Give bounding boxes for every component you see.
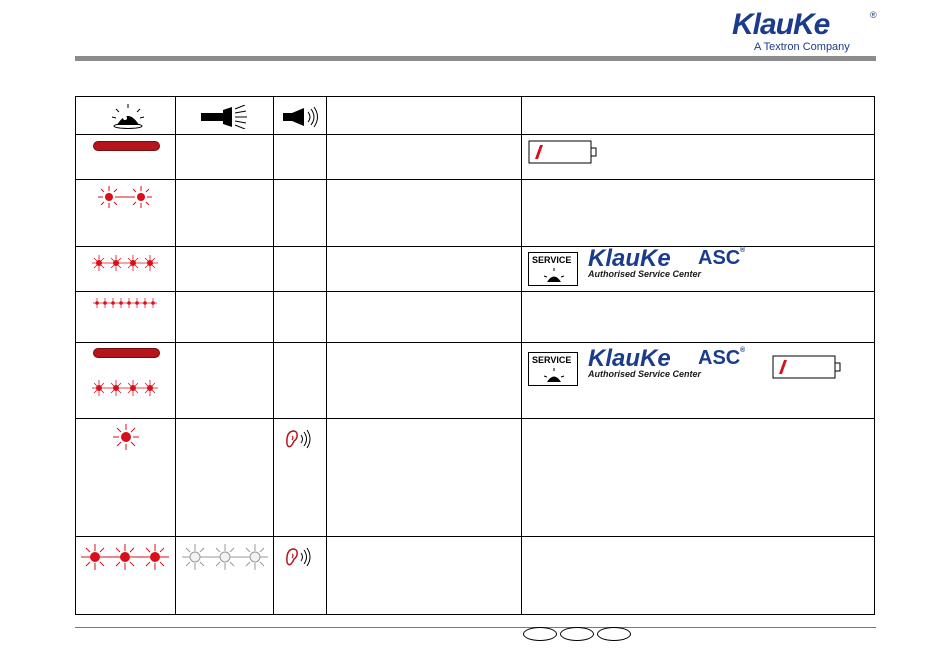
- row-divider: [76, 418, 874, 419]
- led-red-blink-single: [111, 423, 141, 451]
- page-oval: [560, 627, 594, 641]
- page-oval: [597, 627, 631, 641]
- klauke-logo: [732, 8, 882, 54]
- service-badge-text: SERVICE: [532, 355, 572, 365]
- service-badge: [528, 252, 578, 286]
- asc-brand: KlauKe: [588, 345, 671, 372]
- asc-abbreviation: ASC: [698, 347, 741, 369]
- logo-registered-mark: ®: [870, 10, 877, 20]
- battery-low-icon: [772, 355, 844, 381]
- service-lamp-icon: [543, 268, 565, 284]
- asc-brand: KlauKe: [588, 245, 671, 272]
- led-red-blink-triple: [79, 542, 171, 572]
- page-oval: [523, 627, 557, 641]
- row-divider: [76, 246, 874, 247]
- row-divider: [76, 179, 874, 180]
- asc-subtitle: Authorised Service Center: [588, 369, 702, 379]
- sound-ear-icon: [284, 546, 312, 568]
- footer-rule: [75, 627, 876, 628]
- led-white-blink-triple: [180, 542, 270, 572]
- sound-ear-icon: [284, 428, 312, 450]
- row-divider: [76, 536, 874, 537]
- led-red-blink-quad: [90, 377, 160, 399]
- row-divider: [76, 342, 874, 343]
- logo-wordmark: KlauKe: [732, 8, 830, 41]
- service-lamp-icon: [543, 368, 565, 384]
- logo-tagline: A Textron Company: [754, 41, 850, 53]
- horn-icon: [281, 106, 321, 128]
- row-divider: [76, 134, 874, 135]
- header-rule: [75, 56, 876, 61]
- asc-subtitle: Authorised Service Center: [588, 269, 702, 279]
- led-red-blink-octo: [92, 297, 158, 309]
- led-red-blink-quad: [90, 252, 160, 274]
- flashlight-icon: [199, 105, 249, 129]
- asc-registered: ®: [740, 247, 746, 254]
- service-badge: [528, 352, 578, 386]
- asc-abbreviation: ASC: [698, 247, 741, 269]
- page-language-ovals: [523, 627, 633, 643]
- service-badge-text: SERVICE: [532, 255, 572, 265]
- asc-registered: ®: [740, 347, 746, 354]
- led-solid-red-bar: [93, 348, 160, 358]
- led-red-blink-double: [95, 183, 157, 213]
- led-status-table: [75, 96, 875, 615]
- battery-low-icon: [528, 140, 600, 166]
- row-divider: [76, 291, 874, 292]
- led-solid-red-bar: [93, 141, 160, 151]
- warning-light-icon: [111, 103, 145, 129]
